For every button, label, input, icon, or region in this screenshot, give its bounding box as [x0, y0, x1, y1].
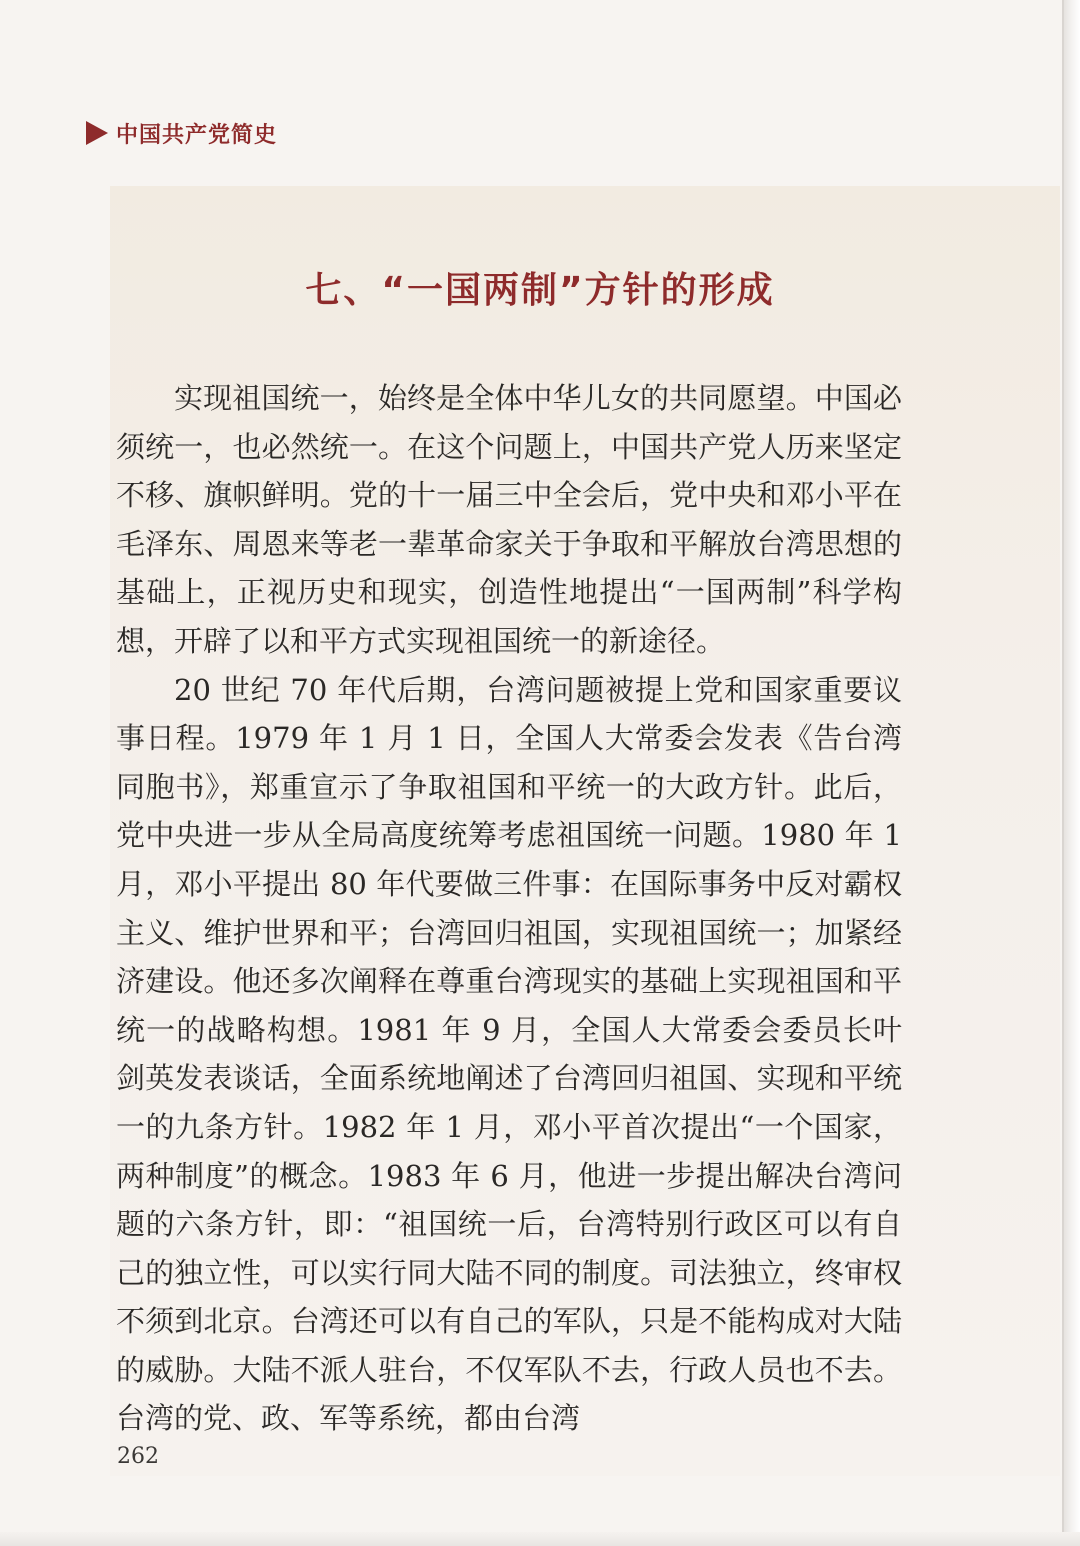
- body-text: [116, 374, 902, 1443]
- page-edge: [1064, 0, 1080, 1546]
- bottom-shadow: [0, 1532, 1080, 1546]
- running-header: [86, 116, 277, 150]
- triangle-arrow-icon: [86, 121, 108, 145]
- book-title: 中国共产党简史: [116, 122, 278, 148]
- paragraph: 实现祖国统一，始终是全体中华儿女的共同愿望。中国必须统一，也必然统一。在这个问题上，中国共产党人历来坚定不移、旗帜鲜明。党的十一届三中全会后，党中央和邓小平在毛泽东、周恩来等老一辈革命家关于争取和平解放台湾思想的基础上，正视历史和现实，创造性地提出“一国两制”科学构想，开辟了以和平方式实现祖国统一的新途径。: [116, 381, 902, 658]
- section-title: 七、“一国两制”方针的形成: [305, 270, 775, 311]
- page-number: 262: [117, 1444, 159, 1469]
- paragraph: 20 世纪 70 年代后期，台湾问题被提上党和国家重要议事日程。1979 年 1 月 1 日，全国人大常委会发表《告台湾同胞书》，郑重宣示了争取祖国和平统一的大政方针。此后，党中央进一步从全局高度统筹考虑祖国统一问题。1980 年 1 月，邓小平提出 80 年代要做三件事：在国际事务中反对霸权主义、维护世界和平；台湾回归祖国，实现祖国统一；加紧经济建设。他还多次阐释在尊重台湾现实的基础上实现祖国和平统一的战略构想。1981 年 9 月，全国人大常委会委员长叶剑英发表谈话，全面系统地阐述了台湾回归祖国、实现和平统一的九条方针。1982 年 1 月，邓小平首次提出“一个国家，两种制度”的概念。1983 年 6 月，他进一步提出解决台湾问题的六条方针，即：“祖国统一后，台湾特别行政区可以有自己的独立性，可以实行同大陆不同的制度。司法独立，终审权不须到北京。台湾还可以有自己的军队，只是不能构成对大陆的威胁。大陆不派人驻台，不仅军队不去，行政人员也不去。台湾的党、政、军等系统，都由台湾: [116, 672, 902, 1436]
